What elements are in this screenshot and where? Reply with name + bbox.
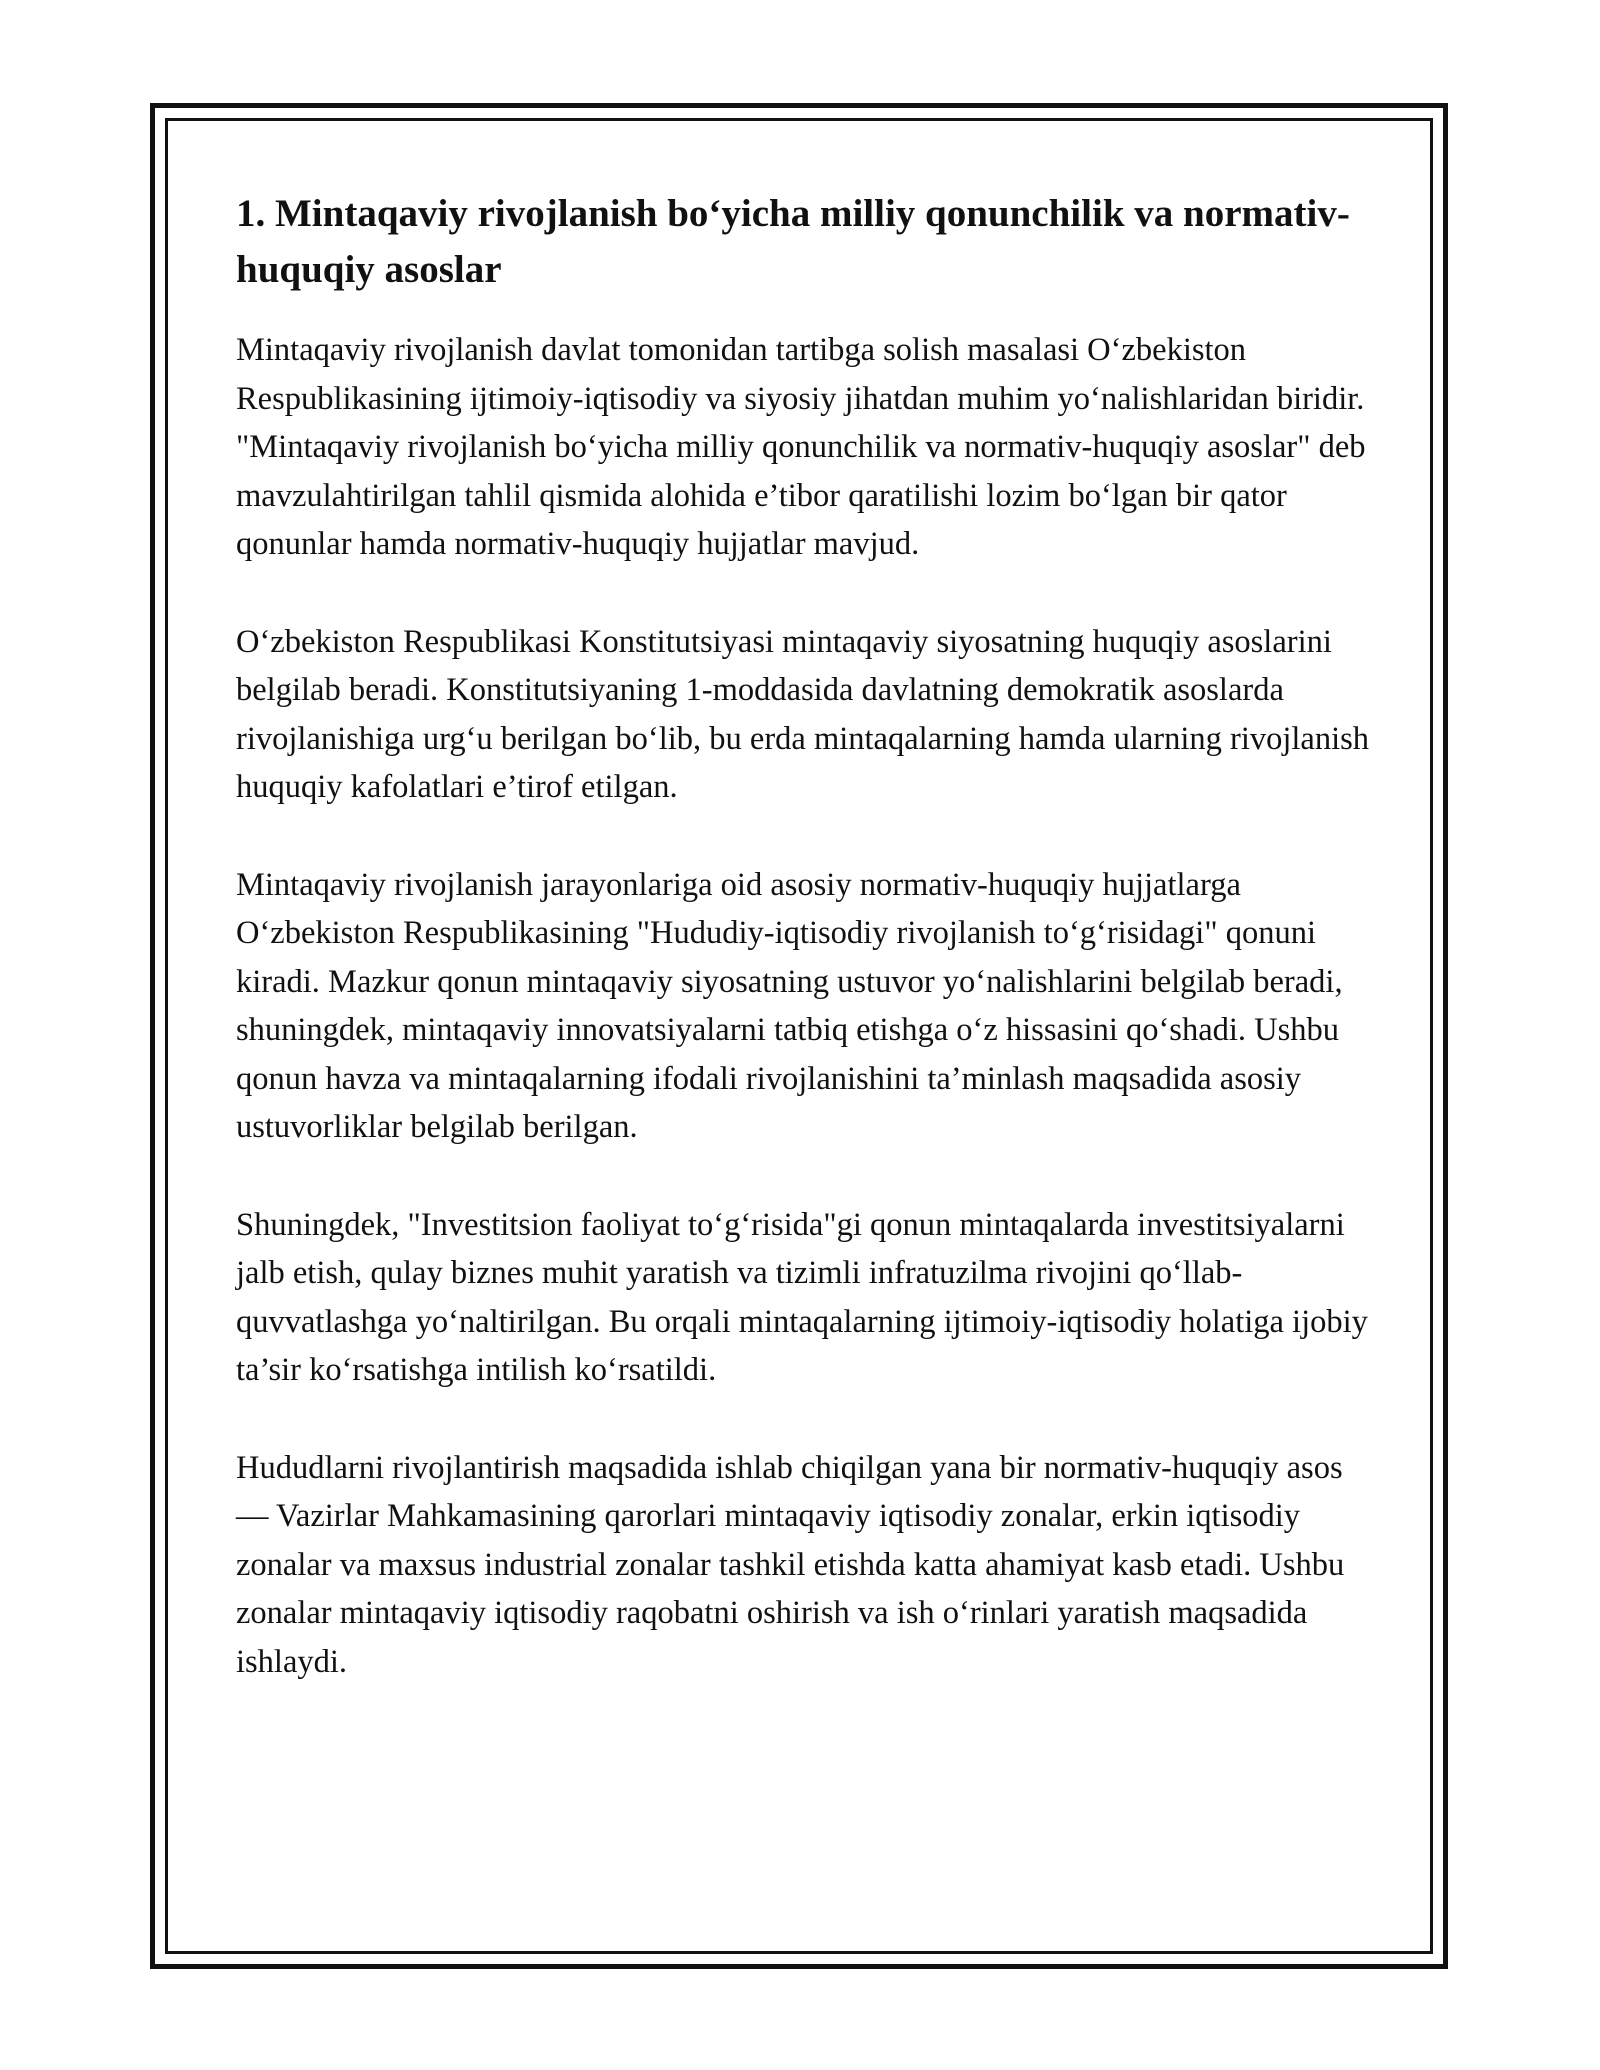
paragraph-3: Mintaqaviy rivojlanish jarayonlariga oid asosiy normativ-huquqiy hujjatlarga O‘zbekiston Respublikasining "Hududiy-iqtisodiy rivojlanish to‘g‘risidagi" qonuni kiradi. Mazkur qonun mintaqaviy siyosatning ustuvor yo‘nalishlarini belgilab beradi, shuningdek, mintaqaviy innovatsiyalarni tatbiq etishga o‘z hissasini qo‘shadi. Ushbu qonun havza va mintaqalarning ifodali rivojlanishini ta’minlash maqsadida asosiy ustuvorliklar belgilab berilgan. xyxy=(236,866,1343,1145)
paragraph-4: Shuningdek, "Investitsion faoliyat to‘g‘risida"gi qonun mintaqalarda investitsiyalarni jalb etish, qulay biznes muhit yaratish va tizimli infratuzilma rivojini qo‘llab-quvvatlashga yo‘naltirilgan. Bu orqali mintaqalarning ijtimoiy-iqtisodiy holatiga ijobiy ta’sir ko‘rsatishga intilish ko‘rsatildi. xyxy=(236,1206,1368,1388)
paragraph-1: Mintaqaviy rivojlanish davlat tomonidan tartibga solish masalasi O‘zbekiston Respublikasining ijtimoiy-iqtisodiy va siyosiy jihatdan muhim yo‘nalishlaridan biridir. "Mintaqaviy rivojlanish bo‘yicha milliy qonunchilik va normativ-huquqiy asoslar" deb mavzulahtirilgan tahlil qismida alohida e’tibor qaratilishi lozim bo‘lgan bir qator qonunlar hamda normativ-huquqiy hujjatlar mavjud. xyxy=(236,332,1366,562)
paragraph-5: Hududlarni rivojlantirish maqsadida ishlab chiqilgan yana bir normativ-huquqiy asos — Vazirlar Mahkamasining qarorlari mintaqaviy iqtisodiy zonalar, erkin iqtisodiy zonalar va maxsus industrial zonalar tashkil etishda katta ahamiyat kasb etadi. Ushbu zonalar mintaqaviy iqtisodiy raqobatni oshirish va ish o‘rinlari yaratish maqsadida ishlaydi. xyxy=(236,1449,1345,1680)
document-body xyxy=(236,186,1376,1686)
section-heading: 1. Mintaqaviy rivojlanish bo‘yicha milliy qonunchilik va normativ-huquqiy asoslar xyxy=(236,192,1350,291)
paragraph-2: O‘zbekiston Respublikasi Konstitutsiyasi mintaqaviy siyosatning huquqiy asoslarini belgilab beradi. Konstitutsiyaning 1-moddasida davlatning demokratik asoslarda rivojlanishiga urg‘u berilgan bo‘lib, bu erda mintaqalarning hamda ularning rivojlanish huquqiy kafolatlari e’tirof etilgan. xyxy=(236,623,1370,805)
